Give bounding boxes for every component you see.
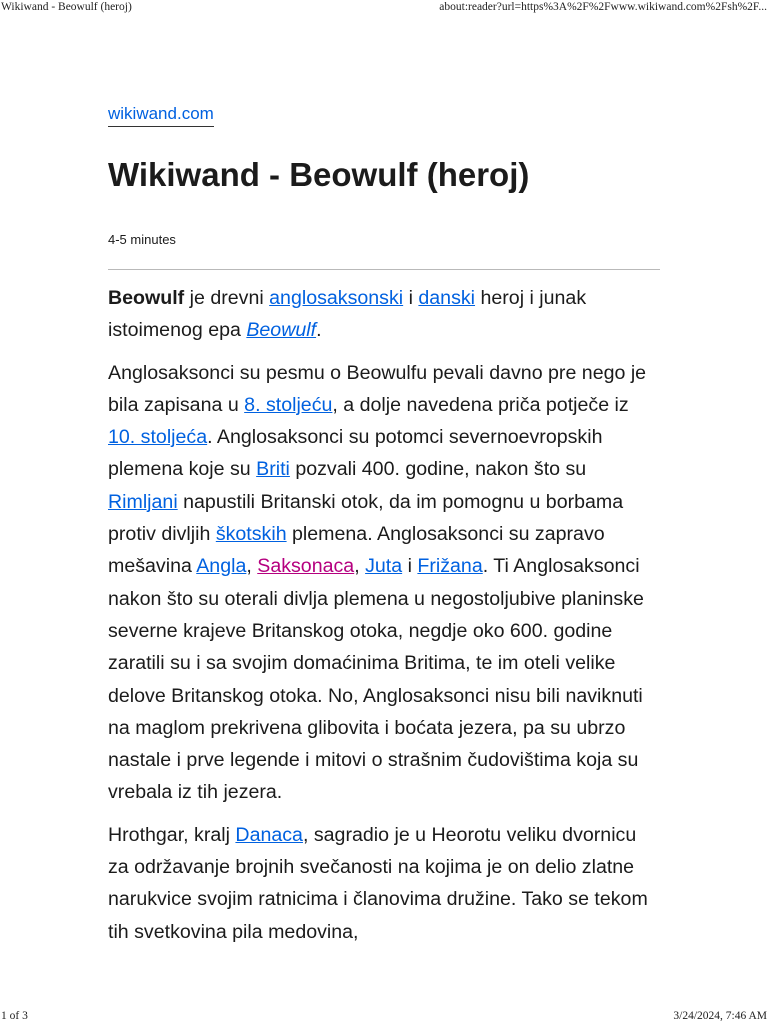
text-run: napustili Britanski otok, da im pomognu u borbama protiv divljih	[108, 490, 624, 546]
link-juta[interactable]: Juta	[365, 555, 403, 578]
text-run: ,	[246, 555, 258, 578]
link-beowulf[interactable]: Beowulf	[246, 319, 317, 342]
reader-view	[108, 104, 660, 958]
text-run: . Anglosaksonci su potomci severnoevropskih plemena koje su	[108, 426, 603, 481]
text-run: plemena. Anglosaksonci su zapravo mešavina	[108, 523, 605, 578]
text-run: je drevni	[184, 287, 270, 309]
link-saksonaca[interactable]: Saksonaca	[257, 555, 355, 578]
print-header-url: about:reader?url=https%3A%2F%2Fwww.wikiwand.com%2Fsh%2F...	[439, 1, 767, 13]
text-run: ,	[354, 555, 366, 578]
link-skotskih[interactable]: škotskih	[215, 523, 287, 546]
link-10-stoljeca[interactable]: 10. stoljeća	[108, 426, 208, 449]
article-paragraph-2	[108, 357, 660, 809]
text-run: .	[316, 319, 322, 342]
text-run: i	[402, 555, 418, 578]
header-divider	[108, 269, 660, 270]
print-datetime: 3/24/2024, 7:46 AM	[673, 1010, 767, 1022]
text-run: . Ti Anglosaksonci nakon što su oterali divlja plemena u negostoljubive planinske severne krajeve Britanskog otoka, negdje oko 600. godine zaratili su i sa svojim domaćinima Britima, te im oteli velike delove Britanskog otoka. No, Anglosaksonci nisu bili naviknuti na maglom prekrivena glibovita i boćata jezera, pa su ubrzo nastale i prve legende i mitovi o strašnim čudovištima koja su vrebala iz tih jezera.	[108, 555, 644, 804]
article-title: Wikiwand - Beowulf (heroj)	[108, 156, 530, 193]
text-run: Hrothgar, kralj	[108, 823, 236, 846]
link-frizana[interactable]: Frižana	[417, 555, 483, 578]
text-run: , a dolje navedena priča potječe iz	[332, 393, 629, 416]
link-danski[interactable]: danski	[418, 287, 476, 309]
link-angla[interactable]: Angla	[196, 555, 247, 578]
link-anglosaksonski[interactable]: anglosaksonski	[269, 287, 404, 309]
link-danaca[interactable]: Danaca	[235, 823, 303, 846]
print-header	[0, 0, 768, 16]
domain-link[interactable]: wikiwand.com	[108, 104, 214, 127]
bold-term: Beowulf	[108, 287, 185, 309]
text-run: pozvali 400. godine, nakon što su	[289, 458, 587, 481]
link-8-stoljecu[interactable]: 8. stoljeću	[244, 393, 333, 416]
link-rimljani[interactable]: Rimljani	[108, 490, 178, 513]
text-run: heroj i junak istoimenog epa	[108, 287, 587, 342]
link-briti[interactable]: Briti	[256, 458, 290, 481]
text-run: , sagradio je u Heorotu veliku dvornicu za održavanje brojnih svečanosti na kojima je on delio zlatne narukvice svojim ratnicima i članovima družine. Tako se tekom tih svetkovina pila medovina,	[108, 823, 648, 943]
page-counter: 1 of 3	[1, 1010, 28, 1022]
print-header-title: Wikiwand - Beowulf (heroj)	[1, 1, 132, 13]
article-content	[108, 282, 660, 948]
article-paragraph-3	[108, 819, 660, 948]
print-footer	[0, 1008, 768, 1024]
article-paragraph-1	[108, 282, 660, 347]
text-run: Anglosaksonci su pesmu o Beowulfu pevali davno pre nego je bila zapisana u	[108, 361, 647, 416]
reading-time: 4-5 minutes	[108, 232, 176, 247]
text-run: i	[403, 287, 419, 309]
